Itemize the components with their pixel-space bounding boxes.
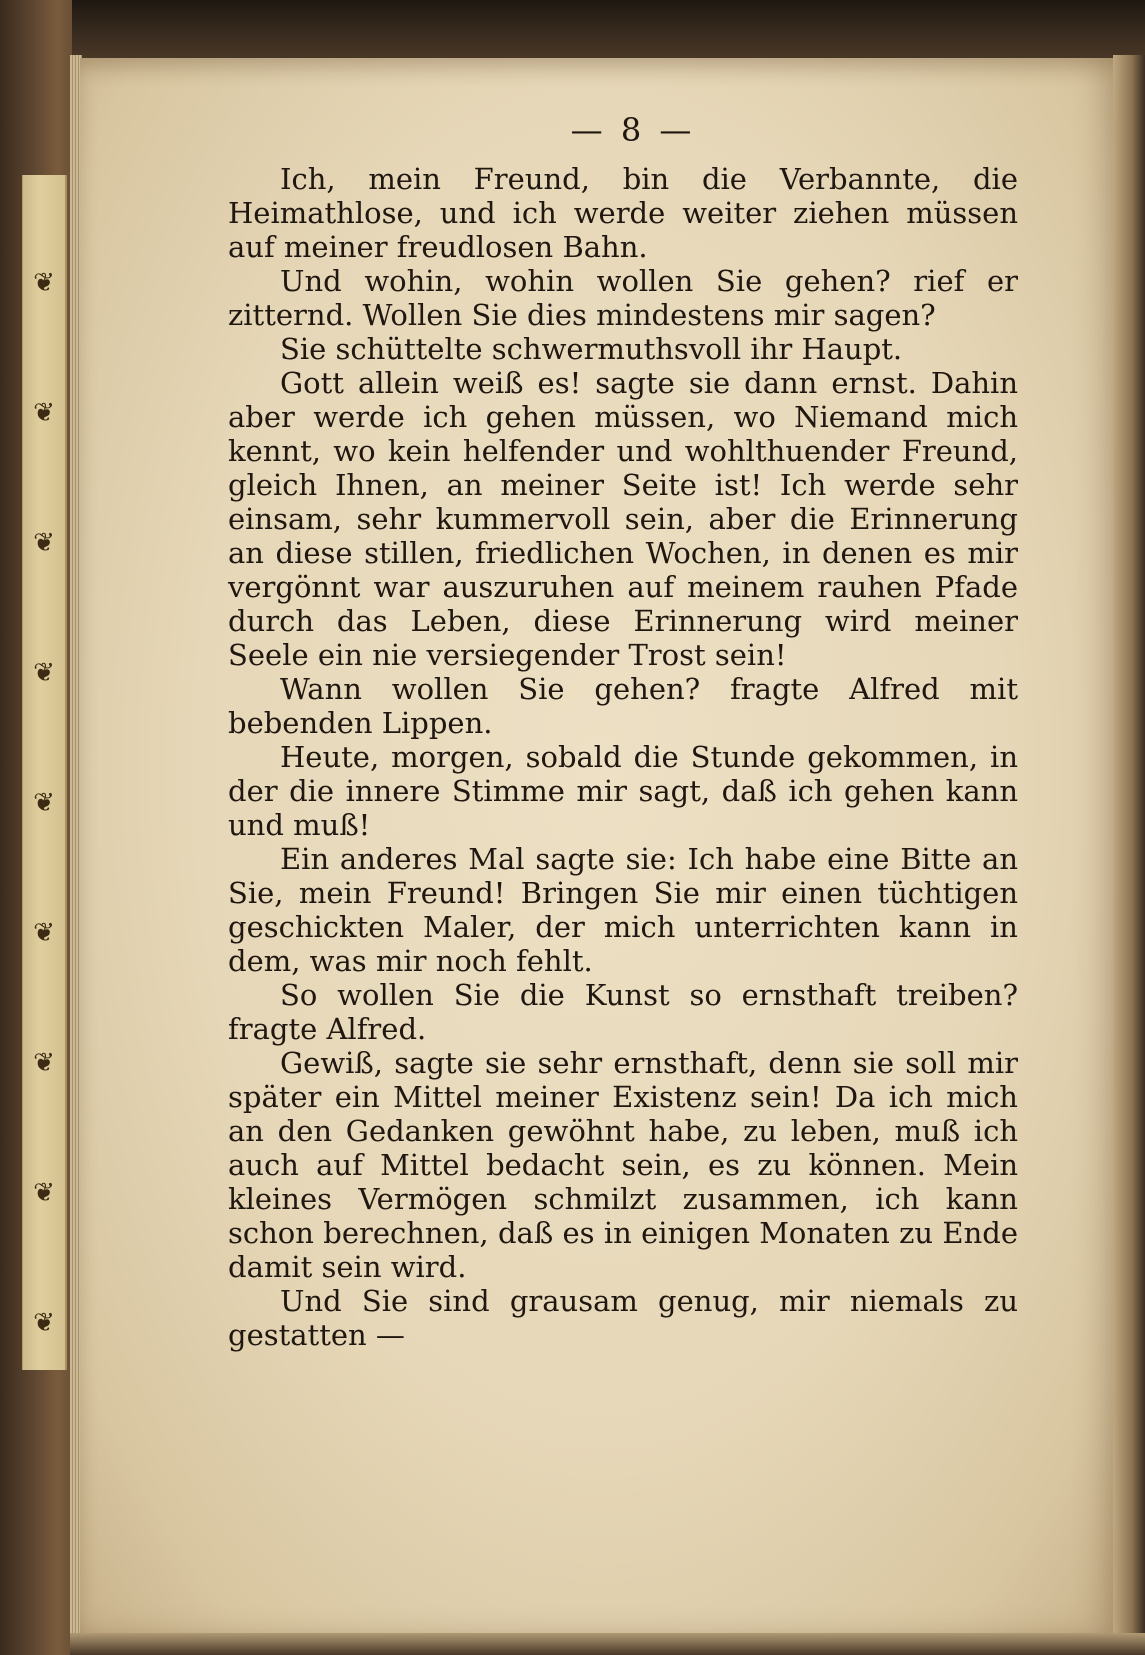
ornament-icon: ❦ (33, 1048, 55, 1078)
ornament-icon: ❦ (33, 658, 55, 688)
ornament-icon: ❦ (33, 1308, 55, 1338)
paragraph: Und wohin, wohin wollen Sie gehen? rief er zitternd. Wollen Sie dies mindestens mir sagen? (228, 264, 1018, 332)
paragraph: Ein anderes Mal sagte sie: Ich habe eine Bitte an Sie, mein Freund! Bringen Sie mir einen tüchtigen geschickten Maler, der mich unterrichten kann in dem, was mir noch fehlt. (228, 842, 1018, 978)
paragraph: Gewiß, sagte sie sehr ernsthaft, denn sie soll mir später ein Mittel meiner Existenz sein! Da ich mich an den Gedanken gewöhnt habe, zu leben, muß ich auch auf Mittel bedacht sein, es zu können. Mein kleines Vermögen schmilzt zusammen, ich kann schon berechnen, daß es in einigen Monaten zu Ende damit sein wird. (228, 1046, 1018, 1284)
paragraph: Sie schüttelte schwermuthsvoll ihr Haupt. (280, 332, 903, 366)
page-bottom-edge (70, 1633, 1145, 1655)
paragraph: Gott allein weiß es! sagte sie dann ernst. Dahin aber werde ich gehen müssen, wo Niemand mich kennt, wo kein helfender und wohlthuender Freund, gleich Ihnen, an meiner Seite ist! Ich werde sehr einsam, sehr kummervoll sein, aber die Erinnerung an diese stillen, friedlichen Wochen, in denen es mir vergönnt war auszuruhen auf meinem rauhen Pfade durch das Leben, diese Erinnerung wird meiner Seele ein nie versiegender Trost sein! (228, 366, 1018, 672)
paragraph: Ich, mein Freund, bin die Verbannte, die Heimathlose, und ich werde weiter ziehen müssen auf meiner freudlosen Bahn. (228, 162, 1018, 264)
paragraph: Wann wollen Sie gehen? fragte Alfred mit bebenden Lippen. (228, 672, 1018, 740)
page-text (228, 108, 1018, 1352)
ornament-icon: ❦ (33, 788, 55, 818)
ornament-icon: ❦ (33, 268, 55, 298)
ornament-icon: ❦ (33, 1178, 55, 1208)
page-number: — 8 — (570, 111, 696, 149)
paragraph: Und Sie sind grausam genug, mir niemals zu gestatten — (228, 1284, 1018, 1352)
paragraph: Heute, morgen, sobald die Stunde gekommen, in der die innere Stimme mir sagt, daß ich gehen kann und muß! (228, 740, 1018, 842)
page-right-edge (1113, 55, 1145, 1655)
binding-top-edge (0, 0, 1145, 60)
ornament-icon: ❦ (33, 528, 55, 558)
ornament-icon: ❦ (33, 398, 55, 428)
bookmark-ribbon (22, 175, 67, 1370)
paragraph: So wollen Sie die Kunst so ernsthaft treiben? fragte Alfred. (228, 978, 1018, 1046)
ornament-icon: ❦ (33, 918, 55, 948)
